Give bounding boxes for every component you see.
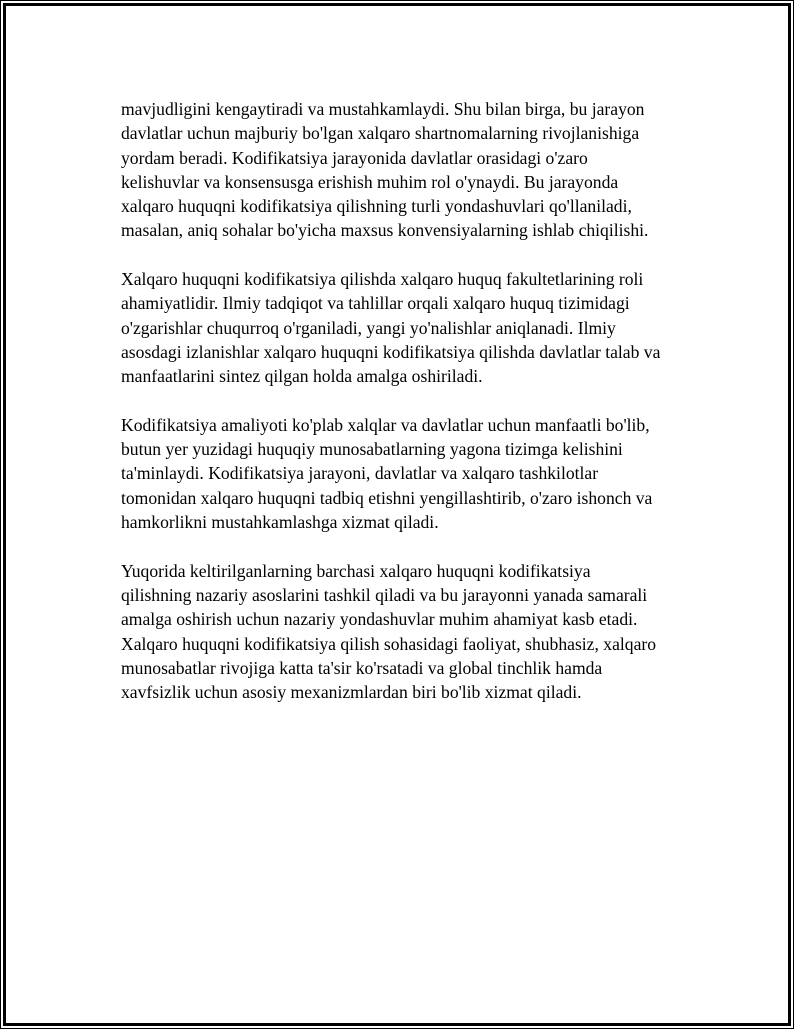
paragraph-1 <box>121 97 701 243</box>
paragraph-3 <box>121 413 701 534</box>
text-line: davlatlar uchun majburiy bo'lgan xalqaro shartnomalarning rivojlanishiga <box>121 123 640 144</box>
text-line: ta'minlaydi. Kodifikatsiya jarayoni, davlatlar va xalqaro tashkilotlar <box>121 463 599 484</box>
text-line: butun yer yuzidagi huquqiy munosabatlarning yagona tizimga kelishini <box>121 439 623 460</box>
page-frame <box>3 3 791 1026</box>
text-line: ahamiyatlidir. Ilmiy tadqiqot va tahlillar orqali xalqaro huquq tizimidagi <box>121 293 630 314</box>
text-line: amalga oshirish uchun nazariy yondashuvlar muhim ahamiyat kasb etadi. <box>121 609 638 630</box>
text-line: xavfsizlik uchun asosiy mexanizmlardan biri bo'lib xizmat qiladi. <box>121 682 582 703</box>
text-line: Xalqaro huquqni kodifikatsiya qilishda xalqaro huquq fakultetlarining roli <box>121 269 644 290</box>
text-line: yordam beradi. Kodifikatsiya jarayonida davlatlar orasidagi o'zaro <box>121 147 588 168</box>
text-line: masalan, aniq sohalar bo'yicha maxsus konvensiyalarning ishlab chiqilishi. <box>121 220 649 241</box>
paragraph-2 <box>121 267 701 388</box>
document-body <box>121 97 701 729</box>
text-line: mavjudligini kengaytiradi va mustahkamlaydi. Shu bilan birga, bu jarayon <box>121 99 645 119</box>
paragraph-4 <box>121 559 701 705</box>
text-line: hamkorlikni mustahkamlashga xizmat qiladi. <box>121 512 439 533</box>
text-line: tomonidan xalqaro huquqni tadbiq etishni yengillashtirib, o'zaro ishonch va <box>121 487 653 508</box>
text-line: manfaatlarini sintez qilgan holda amalga oshiriladi. <box>121 366 483 387</box>
text-line: Kodifikatsiya amaliyoti ko'plab xalqlar va davlatlar uchun manfaatli bo'lib, <box>121 414 650 435</box>
text-line: asosdagi izlanishlar xalqaro huquqni kodifikatsiya qilishda davlatlar talab va <box>121 341 661 362</box>
text-line: Xalqaro huquqni kodifikatsiya qilish sohasidagi faoliyat, shubhasiz, xalqaro <box>121 633 657 654</box>
text-line: o'zgarishlar chuqurroq o'rganiladi, yangi yo'nalishlar aniqlanadi. Ilmiy <box>121 317 616 338</box>
text-line: munosabatlar rivojiga katta ta'sir ko'rsatadi va global tinchlik hamda <box>121 657 603 678</box>
text-line: Yuqorida keltirilganlarning barchasi xalqaro huquqni kodifikatsiya <box>121 560 591 581</box>
text-line: xalqaro huquqni kodifikatsiya qilishning turli yondashuvlari qo'llaniladi, <box>121 196 632 217</box>
text-line: kelishuvlar va konsensusga erishish muhim rol o'ynaydi. Bu jarayonda <box>121 171 619 192</box>
text-line: qilishning nazariy asoslarini tashkil qiladi va bu jarayonni yanada samarali <box>121 584 648 605</box>
